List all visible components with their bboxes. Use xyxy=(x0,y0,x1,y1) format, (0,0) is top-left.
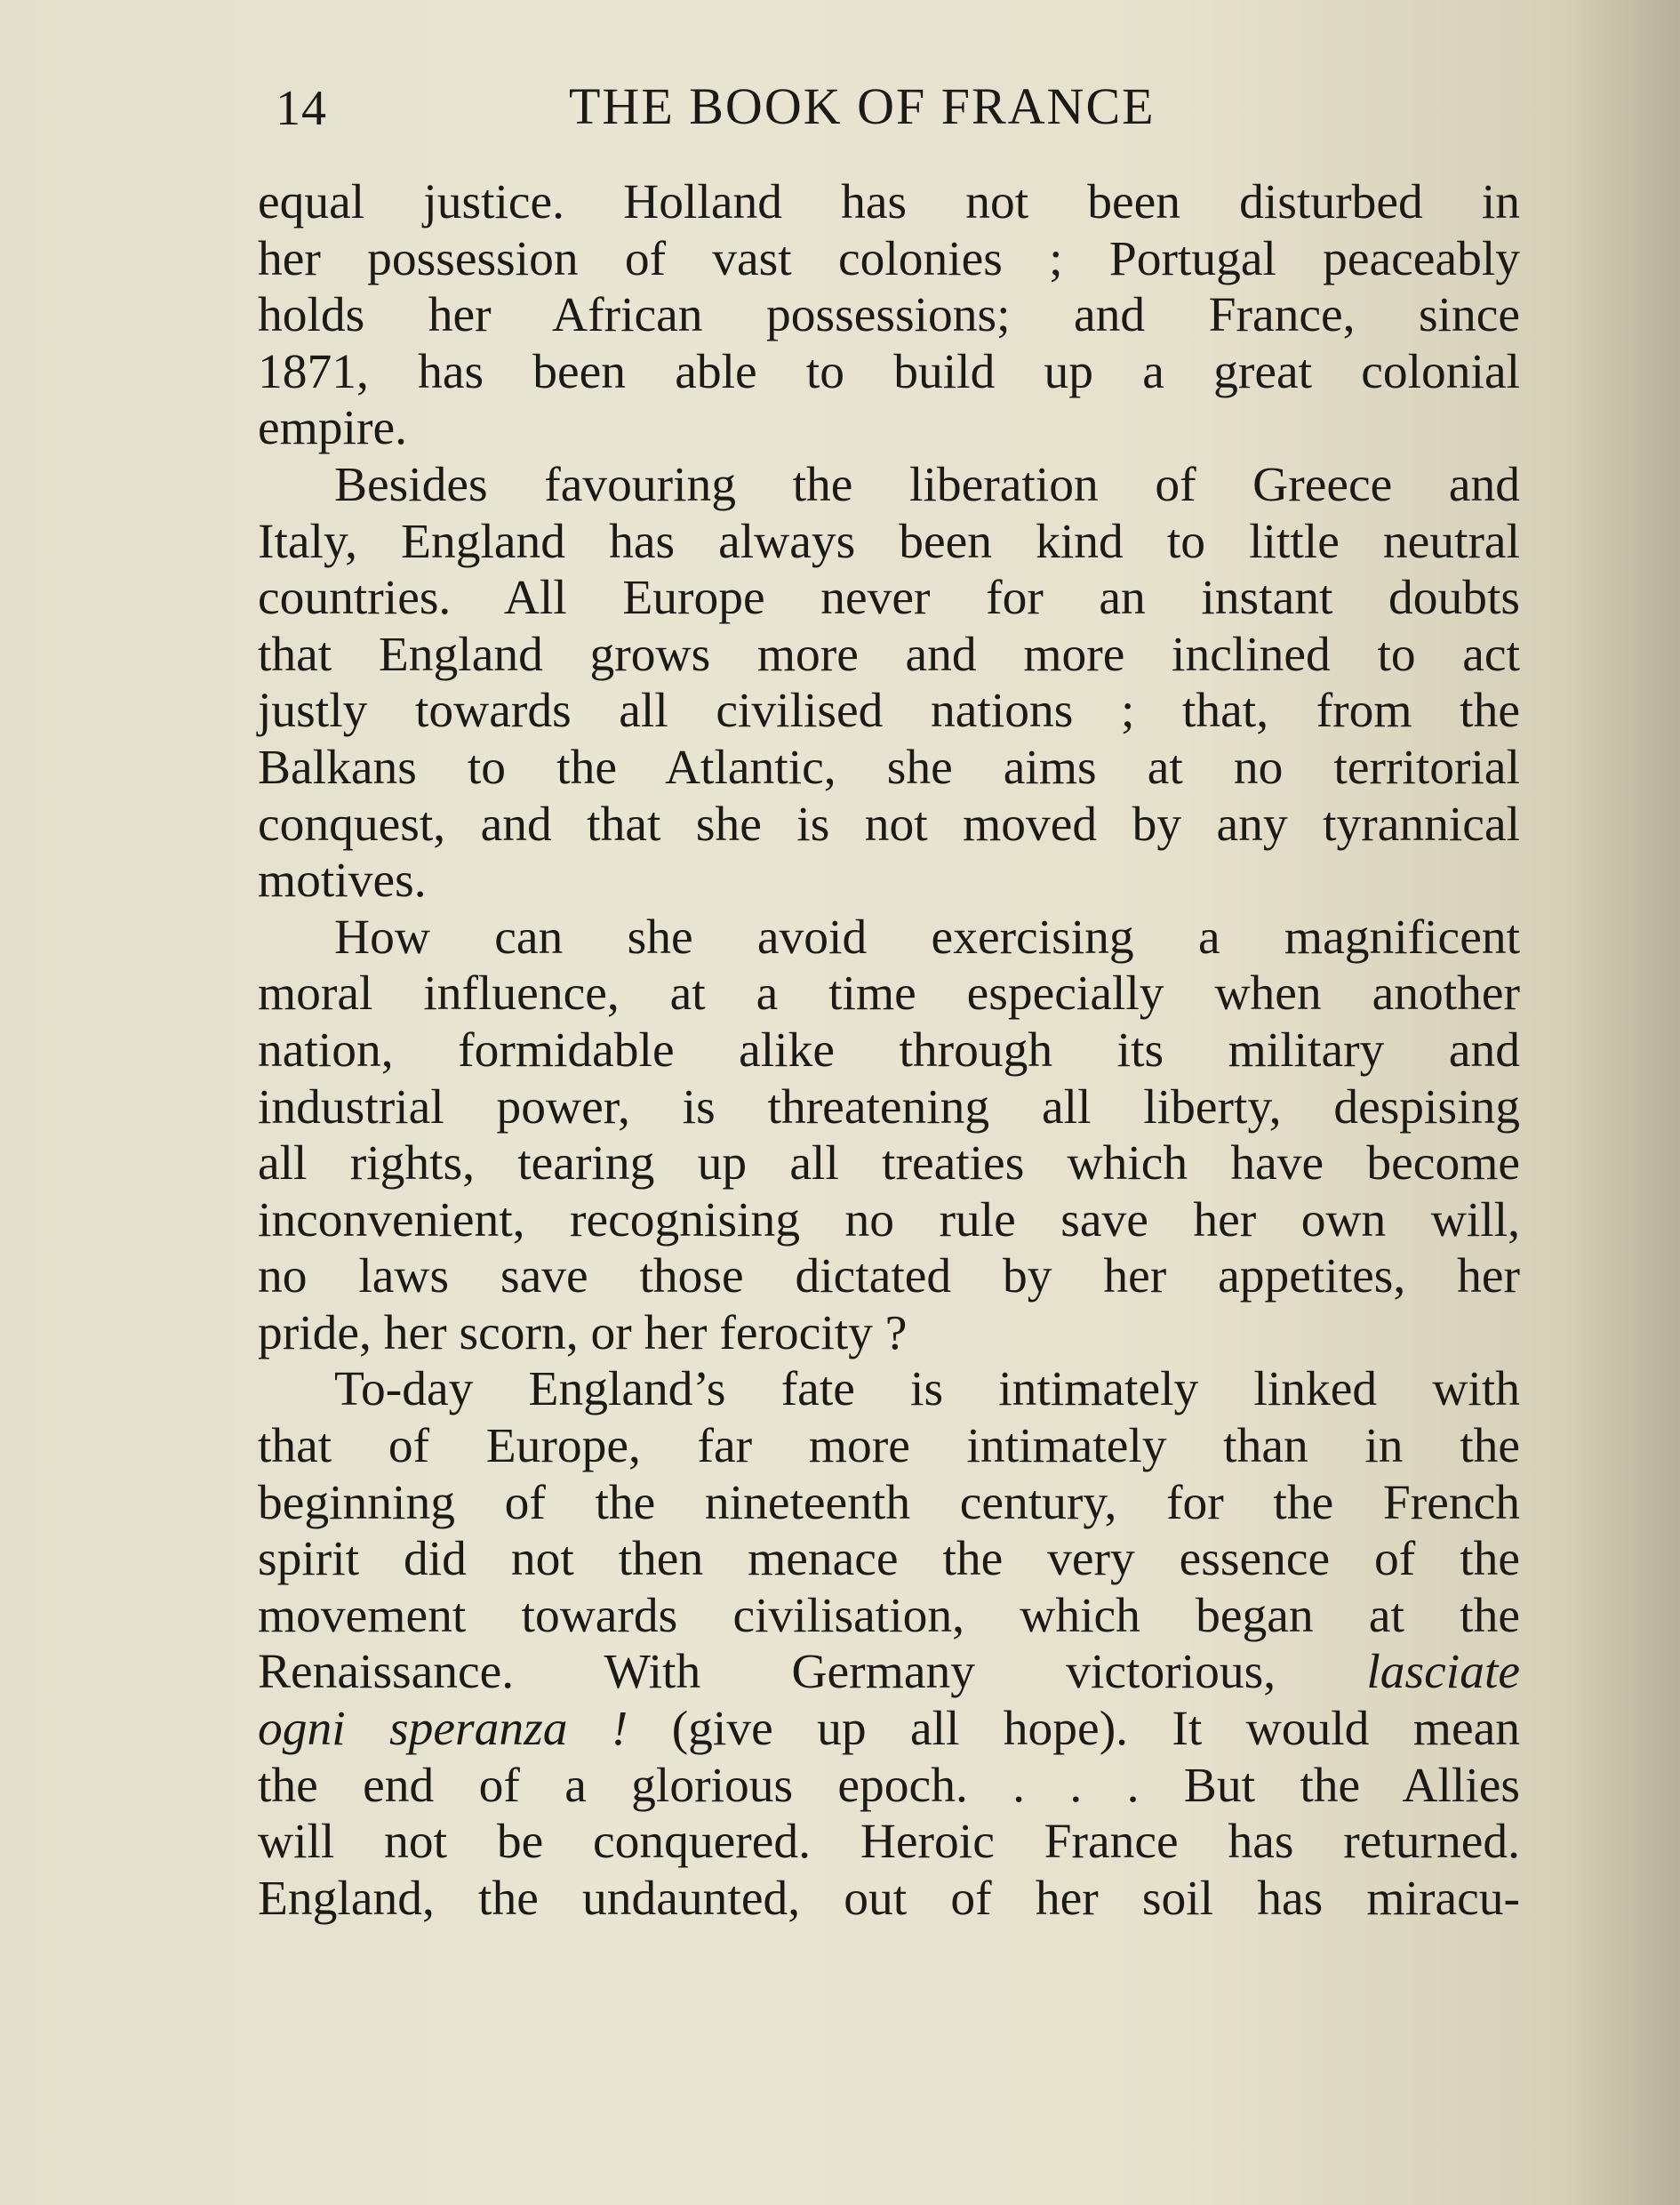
text-line: Besides favouring the liberation of Greece and xyxy=(334,457,1520,512)
text-line: countries. All Europe never for an instant doubts xyxy=(258,571,1520,626)
text-line: holds her African possessions; and France, since xyxy=(258,288,1520,343)
text-line: justly towards all civilised nations ; that, from the xyxy=(258,684,1520,739)
italic-phrase: lasciate xyxy=(1366,1645,1520,1700)
text-line: all rights, tearing up all treaties which have become xyxy=(258,1136,1520,1191)
text-line: the end of a glorious epoch. . . . But the Allies xyxy=(258,1758,1520,1813)
text-line: Italy, England has always been kind to little neutral xyxy=(258,514,1520,569)
running-title: THE BOOK OF FRANCE xyxy=(569,77,1156,135)
page-number: 14 xyxy=(276,81,327,136)
text-line: no laws save those dictated by her appetites, her xyxy=(258,1249,1520,1304)
text-line: movement towards civilisation, which began at the xyxy=(258,1588,1520,1643)
text-line: her possession of vast colonies ; Portugal peaceably xyxy=(258,231,1520,286)
text-line: Balkans to the Atlantic, she aims at no territorial xyxy=(258,740,1520,795)
text-line: industrial power, is threatening all liberty, despising xyxy=(258,1079,1520,1135)
text-line-mixed xyxy=(258,1701,1520,1758)
text-line: equal justice. Holland has not been disturbed in xyxy=(258,175,1520,229)
paragraph-4 xyxy=(258,1361,1520,1927)
text-line: England, the undaunted, out of her soil has miracu- xyxy=(258,1871,1520,1926)
text-line: To-day England’s fate is intimately linked with xyxy=(334,1362,1520,1417)
text-line: nation, formidable alike through its military and xyxy=(258,1022,1520,1078)
text-line: pride, her scorn, or her ferocity ? xyxy=(258,1305,908,1360)
text-line: 1871, has been able to build up a great colonial xyxy=(258,344,1520,399)
text-line: will not be conquered. Heroic France has returned. xyxy=(258,1815,1520,1870)
page-header xyxy=(276,77,1253,151)
text-line: beginning of the nineteenth century, for the French xyxy=(258,1475,1520,1530)
text-segment: (give up all hope). It would mean xyxy=(628,1702,1520,1757)
text-line: that England grows more and more inclined to act xyxy=(258,627,1520,682)
text-segment: Renaissance. With Germany victorious, xyxy=(258,1645,1276,1700)
text-line: motives. xyxy=(258,854,427,909)
text-line: that of Europe, far more intimately than in the xyxy=(258,1419,1520,1474)
paragraph-1 xyxy=(258,174,1520,457)
paragraph-2 xyxy=(258,457,1520,910)
text-line: empire. xyxy=(258,401,407,456)
text-line: How can she avoid exercising a magnificent xyxy=(334,910,1520,965)
text-line: conquest, and that she is not moved by any tyrannical xyxy=(258,797,1520,852)
text-line: spirit did not then menace the very essence of the xyxy=(258,1532,1520,1587)
text-line-mixed xyxy=(258,1644,1520,1701)
italic-phrase: ogni speranza ! xyxy=(258,1702,628,1757)
text-line: inconvenient, recognising no rule save her own will, xyxy=(258,1192,1520,1247)
paragraph-3 xyxy=(258,910,1520,1362)
text-line: moral influence, at a time especially when another xyxy=(258,966,1520,1022)
body-text xyxy=(258,174,1520,1927)
